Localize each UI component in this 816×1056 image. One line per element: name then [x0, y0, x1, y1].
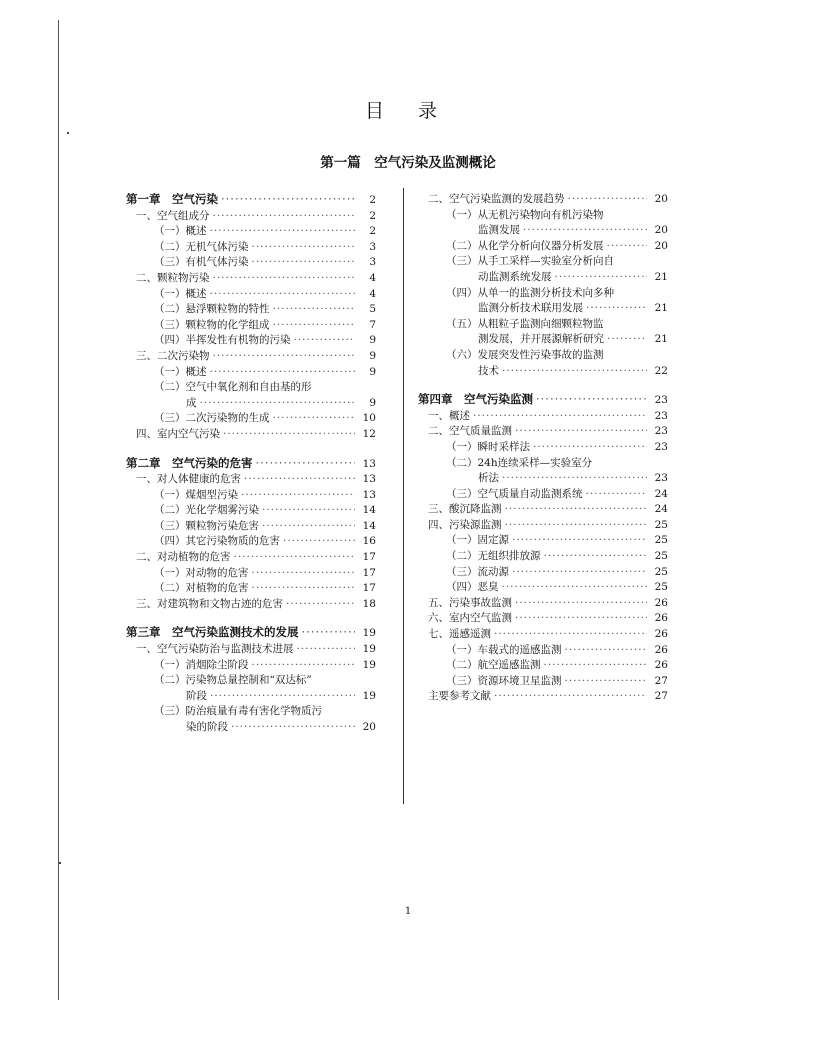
toc-subsection-entry[interactable] [418, 317, 668, 333]
leader-dots [297, 642, 356, 658]
toc-subsection-entry[interactable] [126, 704, 376, 720]
leader-dots [252, 581, 356, 597]
entry-page: 20 [654, 239, 668, 252]
leader-dots [223, 427, 355, 443]
entry-text: （一）对动物的危害 [154, 566, 249, 579]
leader-dots [502, 471, 647, 487]
entry-text: （三）流动源 [446, 565, 509, 578]
leader-dots [544, 658, 648, 674]
toc-subsection-entry-cont[interactable] [418, 364, 668, 380]
toc-section-entry[interactable] [418, 518, 668, 534]
entry-text: 三、二次污染物 [136, 349, 210, 362]
toc-subsection-entry[interactable] [126, 224, 376, 240]
leader-dots [273, 318, 356, 334]
entry-text: （四）从单一的监测分析技术向多种 [446, 286, 614, 299]
entry-page: 7 [369, 318, 376, 331]
entry-page: 20 [654, 193, 668, 205]
entry-text: （二）无组织排放源 [446, 550, 541, 563]
toc-section-entry[interactable] [418, 192, 668, 208]
entry-page: 27 [654, 674, 668, 687]
leader-dots [512, 533, 647, 549]
toc-subsection-entry[interactable] [418, 348, 668, 364]
leader-dots [294, 333, 356, 349]
entry-page: 26 [654, 612, 668, 625]
entry-text: 二、对动植物的危害 [136, 551, 231, 564]
entry-text: 析法 [478, 472, 499, 485]
entry-text: 第二章 空气污染的危害 [126, 455, 253, 470]
entry-page: 3 [369, 256, 376, 269]
toc-subsection-entry[interactable] [418, 208, 668, 224]
leader-dots [213, 349, 356, 365]
entry-text: （一）概述 [154, 225, 207, 238]
toc-section-entry[interactable] [126, 472, 376, 488]
entry-page: 3 [369, 240, 376, 253]
leader-dots [505, 502, 648, 518]
entry-page: 4 [369, 271, 376, 284]
entry-page: 10 [362, 412, 376, 425]
toc-section-entry[interactable] [418, 596, 668, 612]
leader-dots [502, 580, 648, 596]
toc-chapter-entry[interactable] [126, 456, 376, 473]
toc-subsection-entry[interactable] [418, 549, 668, 565]
entry-text: （二）24h连续采样—实验室分 [446, 456, 593, 469]
leader-dots [283, 534, 355, 550]
toc-subsection-entry-cont[interactable] [126, 689, 376, 705]
toc-subsection-entry-cont[interactable] [418, 471, 668, 487]
entry-page: 13 [362, 457, 376, 470]
toc-chapter-entry[interactable] [418, 392, 668, 409]
toc-section-entry[interactable] [126, 642, 376, 658]
toc-subsection-entry[interactable] [126, 318, 376, 334]
entry-page: 9 [369, 365, 376, 378]
entry-page: 27 [654, 690, 668, 703]
entry-page: 26 [654, 643, 668, 656]
entry-text: （三）颗粒物污染危害 [154, 519, 259, 532]
entry-text: （一）概述 [154, 365, 207, 378]
leader-dots [252, 255, 356, 271]
entry-text: （一）概述 [154, 287, 207, 300]
entry-page: 2 [369, 225, 376, 238]
toc-subsection-entry[interactable] [126, 365, 376, 381]
entry-page: 17 [362, 582, 376, 595]
entry-page: 16 [362, 535, 376, 548]
entry-text: 二、空气质量监测 [428, 425, 512, 438]
leader-dots [515, 596, 647, 612]
leader-dots [494, 627, 647, 643]
entry-page: 20 [654, 224, 668, 237]
entry-page: 24 [654, 487, 668, 500]
entry-text: （四）其它污染物质的危害 [154, 535, 280, 548]
entry-text: 动监测系统发展 [478, 270, 552, 283]
entry-text: 测发展，并开展源解析研究 [478, 333, 604, 346]
leader-dots [231, 720, 355, 736]
column-divider [403, 188, 404, 804]
leader-dots [200, 396, 356, 412]
leader-dots [241, 488, 355, 504]
leader-dots [234, 550, 356, 566]
toc-subsection-entry[interactable] [418, 440, 668, 456]
entry-page: 13 [362, 488, 376, 501]
leader-dots [565, 674, 648, 690]
entry-text: （三）防治痕量有毒有害化学物质污 [154, 705, 322, 718]
leader-dots [262, 503, 355, 519]
entry-text: （三）空气质量自动监测系统 [446, 487, 583, 500]
leader-dots [273, 302, 356, 318]
entry-text: （一）从无机污染物向有机污染物 [446, 208, 604, 221]
entry-page: 23 [654, 394, 668, 407]
leader-dots [302, 625, 356, 641]
toc-subsection-entry-cont[interactable] [418, 223, 668, 239]
toc-subsection-entry[interactable] [126, 658, 376, 674]
toc-subsection-entry[interactable] [418, 239, 668, 255]
toc-section-entry[interactable] [126, 209, 376, 225]
toc-subsection-entry[interactable] [418, 565, 668, 581]
toc-subsection-entry[interactable] [418, 674, 668, 690]
entry-page: 21 [654, 333, 668, 346]
entry-text: （三）颗粒物的化学组成 [154, 318, 270, 331]
toc-subsection-entry-cont[interactable] [418, 270, 668, 286]
toc-subsection-entry[interactable] [418, 254, 668, 270]
entry-text: 五、污染事故监测 [428, 596, 512, 609]
entry-page: 23 [654, 440, 668, 453]
entry-page: 19 [362, 689, 376, 702]
entry-page: 25 [654, 581, 668, 594]
leader-dots [555, 270, 648, 286]
toc-subsection-entry[interactable] [126, 581, 376, 597]
leader-dots [512, 565, 647, 581]
toc-left-column [126, 192, 376, 736]
entry-text: 二、颗粒物污染 [136, 271, 210, 284]
entry-text: （二）对植物的危害 [154, 582, 249, 595]
leader-dots [515, 424, 647, 440]
entry-page: 18 [362, 597, 376, 610]
entry-text: （三）从手工采样—实验室分析向自 [446, 255, 614, 268]
toc-right-column [418, 192, 668, 705]
toc-section-entry[interactable] [126, 271, 376, 287]
entry-page: 17 [362, 551, 376, 564]
entry-page: 26 [654, 659, 668, 672]
page-number: 1 [404, 906, 412, 917]
entry-text: 监测分析技术联用发展 [478, 302, 583, 315]
entry-page: 25 [654, 534, 668, 547]
entry-page: 13 [362, 473, 376, 486]
entry-page: 2 [369, 209, 376, 222]
entry-text: 一、空气污染防治与监测技术进展 [136, 643, 294, 656]
leader-dots [523, 223, 647, 239]
leader-dots [210, 287, 356, 303]
entry-text: 监测发展 [478, 224, 520, 237]
toc-section-entry[interactable] [418, 627, 668, 643]
entry-text: （一）煤烟型污染 [154, 488, 238, 501]
leader-dots [502, 364, 647, 380]
toc-subsection-entry[interactable] [126, 302, 376, 318]
entry-text: （二）悬浮颗粒物的特性 [154, 303, 270, 316]
entry-page: 22 [654, 364, 668, 377]
entry-page: 21 [654, 302, 668, 315]
leader-dots [568, 192, 648, 208]
toc-subsection-entry[interactable] [126, 488, 376, 504]
entry-text: （一）瞬时采样法 [446, 440, 530, 453]
leader-dots [273, 411, 356, 427]
leader-dots [536, 392, 647, 408]
leader-dots [252, 566, 356, 582]
entry-page: 21 [654, 270, 668, 283]
entry-text: 四、污染源监测 [428, 518, 502, 531]
entry-page: 9 [369, 349, 376, 362]
entry-page: 26 [654, 596, 668, 609]
entry-text: （四）恶臭 [446, 581, 499, 594]
entry-page: 2 [369, 194, 376, 206]
toc-subsection-entry[interactable] [418, 286, 668, 302]
toc-subsection-entry-cont[interactable] [418, 332, 668, 348]
leader-dots [494, 689, 647, 705]
entry-page: 5 [369, 303, 376, 316]
leader-dots [252, 658, 356, 674]
entry-text: （二）无机气体污染 [154, 240, 249, 253]
entry-text: （二）光化学烟雾污染 [154, 504, 259, 517]
entry-text: 三、酸沉降监测 [428, 503, 502, 516]
entry-text: 第四章 空气污染监测 [418, 392, 533, 407]
entry-page: 19 [362, 658, 376, 671]
toc-subsection-entry[interactable] [126, 534, 376, 550]
entry-text: （二）航空遥感监测 [446, 659, 541, 672]
entry-text: 成 [186, 396, 197, 409]
toc-chapter-entry[interactable] [126, 625, 376, 642]
entry-text: （三）资源环境卫星监测 [446, 674, 562, 687]
toc-chapter-entry[interactable] [126, 192, 376, 209]
entry-page: 12 [362, 427, 376, 440]
entry-text: （二）污染物总量控制和“双达标” [154, 674, 312, 687]
entry-page: 23 [654, 409, 668, 422]
entry-page: 25 [654, 518, 668, 531]
entry-page: 23 [654, 425, 668, 438]
entry-text: （六）发展突发性污染事故的监测 [446, 348, 604, 361]
entry-page: 23 [654, 472, 668, 485]
toc-section-entry[interactable] [126, 597, 376, 613]
toc-subsection-entry[interactable] [126, 255, 376, 271]
toc-subsection-entry[interactable] [126, 519, 376, 535]
entry-page: 20 [362, 721, 376, 733]
entry-text: （一）车载式的遥感监测 [446, 643, 562, 656]
leader-dots [213, 271, 356, 287]
toc-subsection-entry[interactable] [418, 580, 668, 596]
entry-page: 14 [362, 519, 376, 532]
entry-page: 14 [362, 504, 376, 517]
entry-text: 第三章 空气污染监测技术的发展 [126, 625, 299, 640]
toc-subsection-entry[interactable] [126, 503, 376, 519]
toc-subsection-entry[interactable] [418, 643, 668, 659]
entry-text: 四、室内空气污染 [136, 427, 220, 440]
entry-page: 4 [369, 287, 376, 300]
leader-dots [505, 518, 648, 534]
toc-subsection-entry[interactable] [126, 287, 376, 303]
entry-text: （二）空气中氧化剂和自由基的形 [154, 381, 312, 394]
part-title: 第一篇 空气污染及监测概论 [320, 155, 496, 171]
leader-dots [607, 332, 647, 348]
entry-text: 二、空气污染监测的发展趋势 [428, 193, 565, 205]
entry-text: 阶段 [186, 689, 207, 702]
leader-dots [533, 440, 647, 456]
toc-section-entry[interactable] [418, 502, 668, 518]
leader-dots [286, 597, 355, 613]
leader-dots [565, 643, 648, 659]
entry-page: 9 [369, 396, 376, 409]
entry-text: 六、室内空气监测 [428, 612, 512, 625]
leader-dots [515, 611, 647, 627]
entry-page: 25 [654, 565, 668, 578]
toc-subsection-entry[interactable] [126, 380, 376, 396]
entry-text: 三、对建筑物和文物古迹的危害 [136, 597, 283, 610]
toc-subsection-entry-cont[interactable] [126, 396, 376, 412]
toc-subsection-entry[interactable] [126, 411, 376, 427]
entry-text: 技术 [478, 364, 499, 377]
entry-text: 第一章 空气污染 [126, 192, 218, 206]
entry-page: 19 [362, 643, 376, 656]
entry-text: 七、遥感遥测 [428, 628, 491, 641]
leader-dots [210, 224, 356, 240]
entry-text: 一、对人体健康的危害 [136, 473, 241, 486]
leader-dots [262, 519, 355, 535]
entry-text: （五）从粗粒子监测向细颗粒物监 [446, 317, 604, 330]
leader-dots [210, 689, 355, 705]
entry-text: （一）固定源 [446, 534, 509, 547]
entry-text: （一）消烟除尘阶段 [154, 658, 249, 671]
leader-dots [607, 239, 648, 255]
leader-dots [544, 549, 648, 565]
toc-section-entry[interactable] [418, 611, 668, 627]
toc-subsection-entry[interactable] [418, 456, 668, 472]
toc-section-entry[interactable] [418, 409, 668, 425]
toc-section-entry[interactable] [418, 424, 668, 440]
scan-speck [67, 132, 69, 134]
leader-dots [244, 472, 355, 488]
toc-subsection-entry[interactable] [126, 566, 376, 582]
leader-dots [473, 409, 647, 425]
toc-subsection-entry-cont[interactable] [126, 720, 376, 736]
entry-text: 主要参考文献 [428, 690, 491, 703]
entry-page: 24 [654, 503, 668, 516]
toc-section-entry[interactable] [126, 349, 376, 365]
entry-page: 26 [654, 628, 668, 641]
entry-page: 25 [654, 550, 668, 563]
entry-text: （四）半挥发性有机物的污染 [154, 334, 291, 347]
leader-dots [586, 487, 648, 503]
toc-subsection-entry[interactable] [126, 333, 376, 349]
entry-text: （三）二次污染物的生成 [154, 412, 270, 425]
toc-subsection-entry[interactable] [418, 533, 668, 549]
leader-dots [586, 301, 647, 317]
leader-dots [221, 192, 355, 208]
toc-section-entry[interactable] [126, 550, 376, 566]
toc-subsection-entry[interactable] [418, 487, 668, 503]
entry-page: 9 [369, 334, 376, 347]
entry-page: 19 [362, 627, 376, 640]
scan-speck [59, 862, 61, 864]
entry-text: 染的阶段 [186, 721, 228, 733]
entry-text: 一、概述 [428, 409, 470, 422]
toc-subsection-entry[interactable] [418, 658, 668, 674]
toc-subsection-entry-cont[interactable] [418, 301, 668, 317]
leader-dots [213, 209, 356, 225]
toc-references-entry[interactable] [418, 689, 668, 705]
leader-dots [256, 456, 356, 472]
entry-text: （三）有机气体污染 [154, 256, 249, 269]
entry-page: 17 [362, 566, 376, 579]
entry-text: （二）从化学分析向仪器分析发展 [446, 239, 604, 252]
toc-section-entry[interactable] [126, 427, 376, 443]
toc-subsection-entry[interactable] [126, 673, 376, 689]
toc-subsection-entry[interactable] [126, 240, 376, 256]
leader-dots [210, 365, 356, 381]
entry-text: 一、空气组成分 [136, 209, 210, 222]
leader-dots [252, 240, 356, 256]
page-title: 目 录 [364, 100, 452, 122]
